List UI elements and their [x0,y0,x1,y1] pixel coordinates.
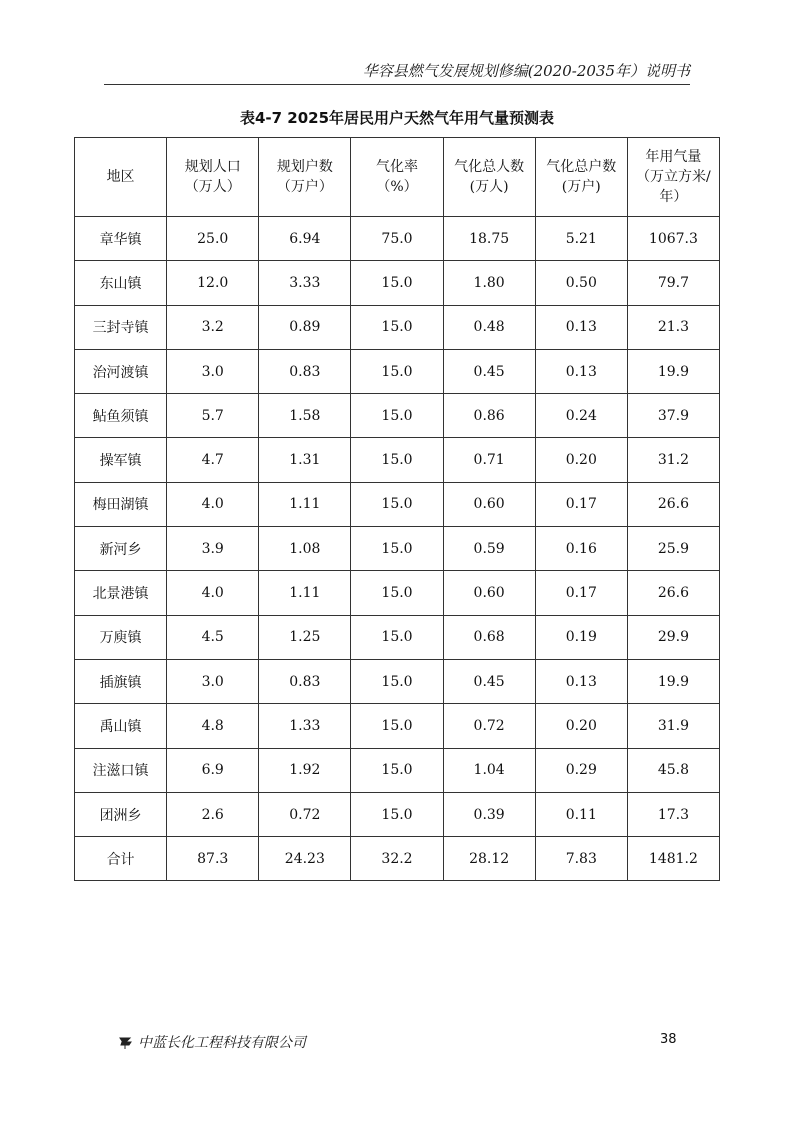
value-cell: 1.11 [259,482,351,526]
value-cell: 3.0 [167,349,259,393]
value-cell: 0.45 [443,349,535,393]
column-header-line: （%） [376,179,418,195]
value-cell: 0.11 [535,792,627,836]
column-header [351,138,443,217]
table-row [75,837,720,881]
table-row [75,217,720,261]
region-cell: 注滋口镇 [75,748,167,792]
header-rule [104,84,690,85]
value-cell: 0.13 [535,349,627,393]
value-cell: 45.8 [627,748,719,792]
region-cell: 插旗镇 [75,659,167,703]
value-cell: 15.0 [351,394,443,438]
table-row [75,438,720,482]
value-cell: 15.0 [351,704,443,748]
value-cell: 0.59 [443,527,535,571]
value-cell: 4.5 [167,615,259,659]
value-cell: 26.6 [627,482,719,526]
value-cell: 0.13 [535,305,627,349]
region-cell: 万庾镇 [75,615,167,659]
table-row [75,482,720,526]
value-cell: 0.39 [443,792,535,836]
value-cell: 4.0 [167,482,259,526]
value-cell: 0.20 [535,438,627,482]
column-header-line: 气化总人数 [454,159,525,175]
value-cell: 1.04 [443,748,535,792]
value-cell: 15.0 [351,527,443,571]
value-cell: 15.0 [351,748,443,792]
table-body [75,217,720,881]
value-cell: 1.33 [259,704,351,748]
region-cell: 北景港镇 [75,571,167,615]
value-cell: 0.24 [535,394,627,438]
table-row [75,659,720,703]
value-cell: 0.83 [259,349,351,393]
value-cell: 1.31 [259,438,351,482]
region-cell: 新河乡 [75,527,167,571]
value-cell: 32.2 [351,837,443,881]
value-cell: 0.71 [443,438,535,482]
table-row [75,349,720,393]
value-cell: 6.9 [167,748,259,792]
value-cell: 18.75 [443,217,535,261]
value-cell: 31.2 [627,438,719,482]
value-cell: 4.0 [167,571,259,615]
value-cell: 2.6 [167,792,259,836]
value-cell: 29.9 [627,615,719,659]
value-cell: 15.0 [351,482,443,526]
region-cell: 治河渡镇 [75,349,167,393]
value-cell: 0.20 [535,704,627,748]
column-header-line: 气化总户数 [546,159,617,175]
value-cell: 3.9 [167,527,259,571]
region-cell: 三封寺镇 [75,305,167,349]
value-cell: 0.45 [443,659,535,703]
document-header: 华容县燃气发展规划修编(2020-2035年）说明书 [362,62,690,80]
value-cell: 1.25 [259,615,351,659]
value-cell: 0.29 [535,748,627,792]
table-row [75,615,720,659]
table-row [75,394,720,438]
company-name: 中蓝长化工程科技有限公司 [138,1035,306,1051]
value-cell: 79.7 [627,261,719,305]
column-header [627,138,719,217]
value-cell: 75.0 [351,217,443,261]
value-cell: 15.0 [351,659,443,703]
column-header-line: 气化率 [375,159,418,175]
value-cell: 15.0 [351,349,443,393]
region-cell: 禹山镇 [75,704,167,748]
value-cell: 15.0 [351,615,443,659]
table-row [75,527,720,571]
footer-company [118,1032,306,1052]
column-header-line: (万户) [561,179,601,195]
region-cell: 合计 [75,837,167,881]
value-cell: 0.50 [535,261,627,305]
column-header-line: 地区 [106,169,135,185]
table-row [75,704,720,748]
value-cell: 0.89 [259,305,351,349]
column-header-line: 规划户数 [276,159,333,175]
region-cell: 操军镇 [75,438,167,482]
column-header [443,138,535,217]
value-cell: 15.0 [351,261,443,305]
table-title: 表4-7 2025年居民用户天然气年用气量预测表 [239,109,555,127]
value-cell: 0.17 [535,482,627,526]
value-cell: 0.48 [443,305,535,349]
region-cell: 梅田湖镇 [75,482,167,526]
value-cell: 0.60 [443,482,535,526]
table-row [75,571,720,615]
value-cell: 12.0 [167,261,259,305]
value-cell: 0.60 [443,571,535,615]
column-header-line: （万立方米/年） [636,169,711,205]
table-row [75,748,720,792]
column-header-line: 年用气量 [645,149,702,165]
table-row [75,792,720,836]
value-cell: 0.19 [535,615,627,659]
value-cell: 15.0 [351,792,443,836]
value-cell: 0.83 [259,659,351,703]
value-cell: 25.9 [627,527,719,571]
value-cell: 19.9 [627,659,719,703]
value-cell: 21.3 [627,305,719,349]
value-cell: 0.72 [443,704,535,748]
value-cell: 15.0 [351,571,443,615]
region-cell: 团洲乡 [75,792,167,836]
value-cell: 25.0 [167,217,259,261]
column-header-line: （万人） [184,179,241,195]
column-header [259,138,351,217]
value-cell: 24.23 [259,837,351,881]
value-cell: 19.9 [627,349,719,393]
value-cell: 17.3 [627,792,719,836]
value-cell: 26.6 [627,571,719,615]
region-cell: 东山镇 [75,261,167,305]
value-cell: 4.8 [167,704,259,748]
value-cell: 0.16 [535,527,627,571]
value-cell: 5.7 [167,394,259,438]
value-cell: 15.0 [351,305,443,349]
value-cell: 0.17 [535,571,627,615]
value-cell: 0.13 [535,659,627,703]
table-row [75,261,720,305]
value-cell: 1.92 [259,748,351,792]
column-header [167,138,259,217]
value-cell: 0.68 [443,615,535,659]
column-header-line: 规划人口 [184,159,241,175]
value-cell: 15.0 [351,438,443,482]
column-header [535,138,627,217]
company-logo-icon [118,1035,134,1049]
table-row [75,305,720,349]
value-cell: 3.33 [259,261,351,305]
value-cell: 1.08 [259,527,351,571]
column-header-line: （万户） [276,179,333,195]
value-cell: 1.80 [443,261,535,305]
value-cell: 0.86 [443,394,535,438]
value-cell: 5.21 [535,217,627,261]
value-cell: 1067.3 [627,217,719,261]
value-cell: 3.2 [167,305,259,349]
gas-consumption-table [74,137,720,881]
region-cell: 鲇鱼须镇 [75,394,167,438]
value-cell: 3.0 [167,659,259,703]
value-cell: 1481.2 [627,837,719,881]
value-cell: 0.72 [259,792,351,836]
column-header [75,138,167,217]
page-number: 38 [660,1032,677,1047]
value-cell: 87.3 [167,837,259,881]
region-cell: 章华镇 [75,217,167,261]
table-header-row [75,138,720,217]
value-cell: 31.9 [627,704,719,748]
column-header-line: (万人) [469,179,509,195]
value-cell: 37.9 [627,394,719,438]
value-cell: 1.58 [259,394,351,438]
value-cell: 1.11 [259,571,351,615]
value-cell: 28.12 [443,837,535,881]
value-cell: 6.94 [259,217,351,261]
value-cell: 7.83 [535,837,627,881]
value-cell: 4.7 [167,438,259,482]
